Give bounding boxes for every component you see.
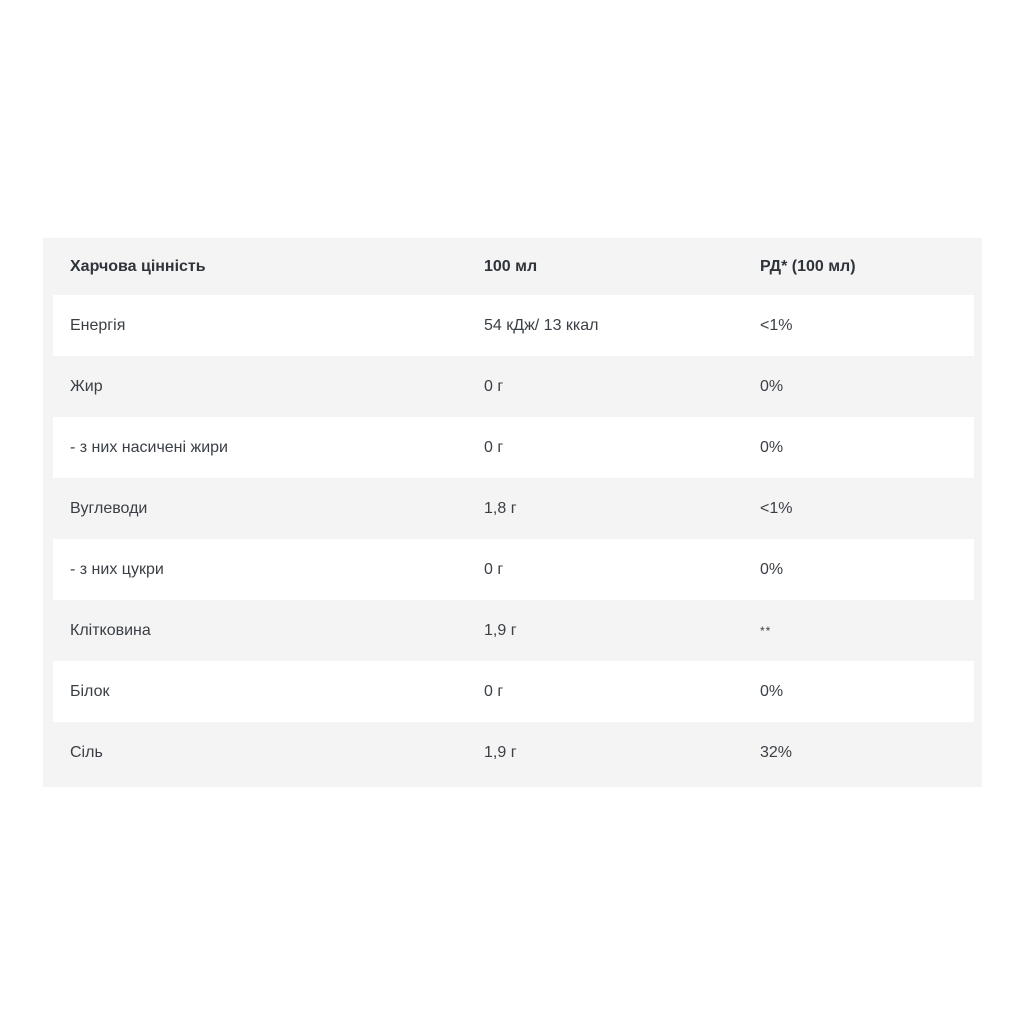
table-row [53,722,974,783]
nutrient-amount: 1,8 г [484,499,517,517]
nutrient-name: Жир [70,377,103,395]
nutrient-name: Вуглеводи [70,499,148,517]
table-row [53,295,974,356]
header-nutrient: Харчова цінність [70,257,206,275]
nutrient-ri: 32% [760,743,793,761]
nutrient-amount: 0 г [484,560,504,578]
table-row [53,478,974,539]
nutrient-name: - з них цукри [70,560,164,578]
nutrient-ri: 0% [760,377,784,395]
nutrient-amount: 1,9 г [484,743,517,761]
table-row [53,539,974,600]
nutrient-amount: 0 г [484,377,504,395]
table-row [53,600,974,661]
table-row [53,356,974,417]
table-row [53,661,974,722]
nutrient-amount: 54 кДж/ 13 ккал [484,316,599,334]
table-header [43,238,982,295]
nutrient-name: Сіль [70,743,103,761]
nutrient-amount: 1,9 г [484,621,517,639]
nutrient-ri: 0% [760,560,784,578]
nutrient-name: - з них насичені жири [70,438,228,456]
nutrient-name: Білок [70,682,110,700]
nutrient-ri: 0% [760,682,784,700]
nutrition-table [43,238,982,787]
header-per-100ml: 100 мл [484,257,538,275]
header-reference-intake: РД* (100 мл) [760,257,856,275]
nutrient-name: Клітковина [70,621,151,639]
nutrient-amount: 0 г [484,682,504,700]
table-row [53,417,974,478]
nutrient-amount: 0 г [484,438,504,456]
nutrient-ri: <1% [760,499,793,517]
nutrient-ri: 0% [760,438,784,456]
nutrient-ri: <1% [760,316,793,334]
nutrient-name: Енергія [70,316,126,334]
nutrient-ri: ** [760,623,772,638]
